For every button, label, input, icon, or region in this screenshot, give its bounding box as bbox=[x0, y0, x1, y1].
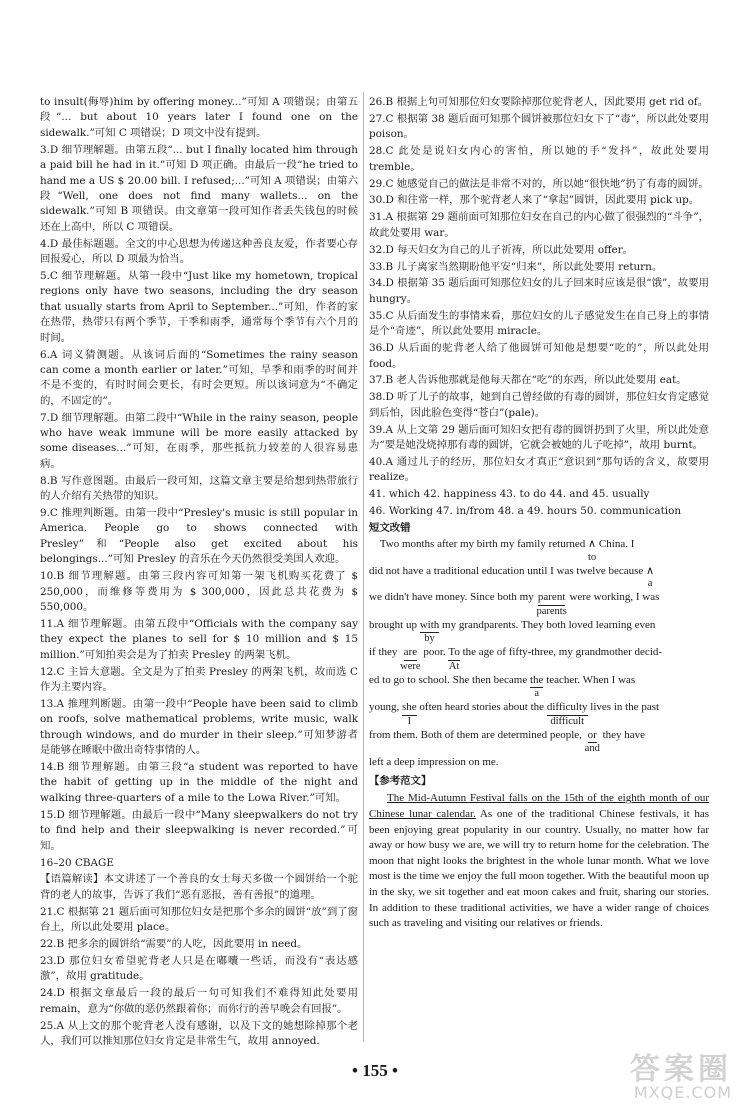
correction-mark bbox=[400, 645, 420, 673]
answer-item: 29.C 她感觉自己的做法是非常不对的，所以她“很快地”扔了有毒的圆饼。 bbox=[369, 177, 709, 190]
marked-word: she bbox=[402, 700, 417, 716]
answer-item: 31.A 根据第 29 题前面可知那位妇女在自己的内心做了很强烈的“斗争”，故此处要用 war。 bbox=[369, 211, 709, 239]
correction-text: lives in the past bbox=[587, 701, 660, 714]
answer-item: 39.A 从上文第 29 题后面可知妇女把有毒的圆饼扔到了火里，所以此处意为“要是她没烧掉那有毒的圆饼，它就会被她的儿子吃掉”，故用 burnt。 bbox=[369, 423, 709, 452]
correction-line bbox=[369, 645, 709, 673]
correction-line bbox=[369, 564, 709, 591]
answer-item: 24.D 根据文章最后一段的最后一句可知我们不难得知此处要用 remain，意为“你做的恶仍然跟着你；而你行的善早晚会有回报”。 bbox=[40, 987, 358, 1015]
answer-item: 5.C 细节理解题。从第一段中“Just like my hometown, tropical regions only have two seasons, including the dry season that usually starts from April to September...”可知，作者的家在热带，热带只有两个季节，干季和雨季，通常每个季节有六个月的时间。 bbox=[40, 269, 358, 344]
correction-line bbox=[369, 728, 709, 756]
correction-text: left a deep impression on me. bbox=[369, 756, 499, 769]
correction-text: brought up bbox=[369, 618, 420, 631]
essay-header: 【参考范文】 bbox=[369, 774, 432, 787]
correction-mark bbox=[536, 590, 566, 618]
correction-text: ed to go to school. She then became bbox=[369, 673, 530, 686]
correction-text: were working, I was bbox=[566, 591, 660, 604]
correction-mark bbox=[448, 645, 459, 673]
column-divider bbox=[363, 92, 364, 1042]
correction-line bbox=[369, 618, 709, 646]
correction-text: young, bbox=[369, 701, 402, 714]
correction-line bbox=[369, 700, 709, 728]
answer-item: 7.D 细节理解题。由第二段中“While in the rainy season, people who have weak immune will be more easily attacked by some diseases...”可知，在雨季，那些抵抗力较差的人很容易患病。 bbox=[40, 411, 358, 470]
essay-underlined-sentence: The Mid-Autumn Festival falls on the 15th of the eighth month of our Chinese lunar calendar. bbox=[369, 792, 709, 820]
answer-item: 12.C 主旨大意题。全文是为了拍卖 Presley 的两架飞机，故而选 C 作为主要内容。 bbox=[40, 665, 358, 694]
marked-word: difficulty bbox=[547, 700, 588, 716]
watermark bbox=[592, 1042, 742, 1104]
answer-item: to insult(侮辱)him by offering money...”可知 A 项错误；由第五段“... but about 10 years later I found one on the sidewalk.”可知 C 项错误；D 项文中没有提到。 bbox=[40, 96, 358, 139]
answer-item: 10.B 细节理解题。由第三段内容可知第一架飞机购买花费了 $ 250,000，而维修等费用为 $ 300,000，因此总共花费为 $ 550,000。 bbox=[40, 570, 358, 613]
answer-item: 16–20 CBAGE bbox=[40, 856, 114, 869]
correction-text: my grandparents. They both loved learning even bbox=[439, 618, 656, 631]
answer-item: 32.D 每天妇女为自己的儿子祈祷，所以此处要用 offer。 bbox=[369, 243, 634, 256]
marked-word: ∧ bbox=[588, 538, 597, 551]
answer-item: 21.C 根据第 21 题后面可知那位妇女是把那个多余的圆饼“放”到了窗台上，所以此处要用 place。 bbox=[40, 905, 358, 934]
correction-mark bbox=[585, 728, 600, 756]
correction-mark bbox=[420, 618, 440, 646]
answer-item: 8.B 写作意图题。由最后一段可知，这篇文章主要是给想到热带旅行的人介绍有关热带的知识。 bbox=[40, 474, 358, 503]
correction-text: we didn't have money. Since both my bbox=[369, 591, 537, 604]
correction-text: often heard stories about the bbox=[416, 701, 547, 714]
watermark-url: MXQE.COM bbox=[633, 1083, 732, 1102]
answer-item: 14.B 细节理解题。由第三段“a student was reported to have the habit of getting up in the middle of the night and walking three-quarters of a mile to the Lowa River.”可知。 bbox=[40, 761, 358, 804]
correction-mark bbox=[530, 673, 543, 701]
answer-item: 23.D 那位妇女希望驼背老人只是在嘟囔一些话，而没有“表达感激”，故用 gratitude。 bbox=[40, 954, 358, 983]
page-number: • 155 • bbox=[352, 1061, 398, 1080]
correction-replacement: parents bbox=[536, 605, 567, 617]
correction-replacement: were bbox=[400, 660, 421, 672]
answer-item: 3.D 细节理解题。由第五段“... but I finally located him through a paid bill he had in it.”可知 D 项正确。由最后一段“he tried to hand me a US $ 20.00 bill. I refused;...”可知 A 项错误；由第六段“Well, one does not find many wallets... on the sidewalk.”可知 B 项错误。由文章第一段可知作者丢失钱包的时候还在上高中，所以 C 项错误。 bbox=[40, 143, 358, 233]
watermark-logo: 答案圈 bbox=[630, 1052, 732, 1087]
right-item-list bbox=[369, 95, 709, 486]
correction-text: Two months after my birth my family returned bbox=[369, 538, 588, 551]
correction-mark bbox=[588, 537, 596, 564]
correction-text: the age of fifty-three, my grandmother decid- bbox=[459, 646, 663, 659]
correction-line bbox=[369, 755, 709, 770]
answer-item: 26.B 根据上句可知那位妇女要除掉那位驼背老人，因此要用 get rid of。 bbox=[369, 96, 709, 108]
correction-mark bbox=[646, 564, 654, 591]
marked-word: the bbox=[530, 673, 543, 689]
correction-header: 短文改错 bbox=[369, 522, 411, 535]
correction-replacement: and bbox=[584, 743, 600, 755]
answer-item: 40.A 通过儿子的经历，那位妇女才真正“意识到”那句话的含义，故要用 realize。 bbox=[369, 455, 709, 484]
answers-41-45: 41. which 42. happiness 43. to do 44. and 45. usually bbox=[369, 488, 650, 501]
answer-item: 11.A 细节理解题。由第五段中“Officials with the company say they expect the planes to sell for $ 10 million and $ 15 million.”可知拍卖会是为了拍卖 Presley 的两架飞机。 bbox=[40, 617, 358, 661]
answers-46-50: 46. Working 47. in/from 48. a 49. hours 50. communication bbox=[369, 505, 682, 518]
answer-item: 【语篇解读】本文讲述了一个善良的女士每天多做一个圆饼给一个驼背的老人的故事，告诉了我们“恶有恶报，善有善报”的道理。 bbox=[40, 873, 358, 901]
correction-text: if they bbox=[369, 646, 401, 659]
answer-item: 9.C 推理判断题。由第一段中“Presley's music is still popular in America. People go to shows connected with Presley”和“People also get excited about his belongings...”可知 Presley 的音乐在今天仍然很受美国人欢迎。 bbox=[40, 507, 358, 566]
marked-word: ∧ bbox=[646, 564, 655, 577]
answer-item: 25.A 从上文的那个驼背老人没有感谢，以及下文的她想除掉那个老人，我们可以推知那位妇女肯定是非常生气，故用 annoyed. bbox=[40, 1019, 358, 1047]
correction-replacement: difficult bbox=[550, 715, 584, 727]
answer-item: 4.D 最佳标题题。全文的中心思想为传递这种善良友爱，作者要心存回报爱心，所以 D 项最为恰当。 bbox=[40, 237, 358, 266]
left-column bbox=[40, 95, 358, 1051]
answer-item: 13.A 推理判断题。由第一段中“People have been said to climb on roofs, solve mathematical problems, write music, walk through windows, and do murder in their sleep.”可知梦游者是能够在睡眠中做出奇特事情的人。 bbox=[40, 697, 358, 757]
correction-replacement: a bbox=[534, 688, 540, 700]
answer-item: 6.A 词义猜测题。从该词后面的“Sometimes the rainy season can come a month earlier or later.”可知，旱季和雨季的时间并不是不变的，有时时间会更长，有时会更短。所以该词意为“不确定的，不固定的”。 bbox=[40, 348, 358, 407]
correction-text: did not have a traditional education until I was twelve because bbox=[369, 564, 647, 577]
answer-item: 35.C 从后面发生的事情来看，那位妇女的儿子感觉发生在自己身上的事情是个“奇迹”，所以此处要用 miracle。 bbox=[369, 309, 709, 338]
answer-item: 30.D 和往常一样，那个驼背老人来了“拿起”圆饼，因此要用 pick up。 bbox=[369, 194, 700, 207]
reference-essay bbox=[369, 791, 709, 931]
answer-item: 33.B 儿子离家当然期盼他平安“归来”，所以此处要用 return。 bbox=[369, 260, 663, 273]
correction-text: poor. bbox=[420, 646, 449, 659]
correction-replacement: by bbox=[424, 633, 435, 645]
correction-text: from them. Both of them are determined people, bbox=[369, 728, 585, 741]
correction-line bbox=[369, 590, 709, 618]
marked-word: parent bbox=[538, 590, 565, 606]
answer-item: 15.D 细节理解题。由最后一段中“Many sleepwalkers do not try to find help and their sleepwalking is never recorded.”可知。 bbox=[40, 808, 358, 852]
correction-text: teacher. When I was bbox=[543, 673, 636, 686]
marked-word: with bbox=[420, 618, 440, 634]
correction-replacement: to bbox=[588, 551, 597, 563]
correction-line bbox=[369, 537, 709, 564]
correction-replacement: a bbox=[647, 578, 653, 590]
marked-word: To bbox=[448, 645, 459, 661]
error-correction-passage bbox=[369, 537, 709, 770]
correction-mark bbox=[547, 700, 588, 728]
answer-item: 34.D 根据第 35 题后面可知那位妇女的儿子回来时应该是很“饿”，故要用 hungry。 bbox=[369, 277, 709, 305]
correction-line bbox=[369, 673, 709, 701]
answer-item: 38.D 听了儿子的故事，她到自己曾经做的有毒的圆饼，那位妇女肯定感觉到后怕，因此脸色变得“苍白”(pale)。 bbox=[369, 391, 709, 419]
marked-word: are bbox=[404, 645, 417, 661]
correction-mark bbox=[402, 700, 417, 728]
answer-item: 27.C 根据第 38 题后面可知那个圆饼被那位妇女下了“毒”，所以此处要用 poison。 bbox=[369, 112, 709, 141]
answer-item: 36.D 从后面的驼背老人给了他圆饼可知他是想要“吃的”，所以此处用 food。 bbox=[369, 342, 709, 370]
answer-item: 22.B 把多余的圆饼给“需要”的人吃，因此要用 in need。 bbox=[40, 938, 308, 951]
marked-word: or bbox=[588, 728, 597, 744]
correction-text: China. I bbox=[596, 538, 635, 551]
correction-replacement: I bbox=[407, 715, 412, 727]
answer-item: 28.C 此处是说妇女内心的害怕，所以她的手“发抖”，故此处要用 tremble。 bbox=[369, 145, 709, 173]
essay-body: As one of the traditional Chinese festivals, it has been enjoying great popularity in our country. Usually, no matter how far away or how busy we are, we will try to return home for the celebration. The moon that night looks the brightest in the whole lunar month. What we love most is the time we enjoy the full moon together. With the beautiful moon up in the sky, we sit together and eat moon cakes and fruit, sharing our stories. In addition to these traditional activities, we have a wider range of choices such as traveling and visiting our relatives or friends. bbox=[369, 807, 709, 930]
correction-text: they have bbox=[599, 728, 646, 741]
right-column bbox=[369, 95, 709, 932]
answer-item: 37.B 老人告诉他那就是他每天都在“吃”的东西，所以此处要用 eat。 bbox=[369, 374, 687, 387]
correction-replacement: At bbox=[448, 660, 460, 672]
